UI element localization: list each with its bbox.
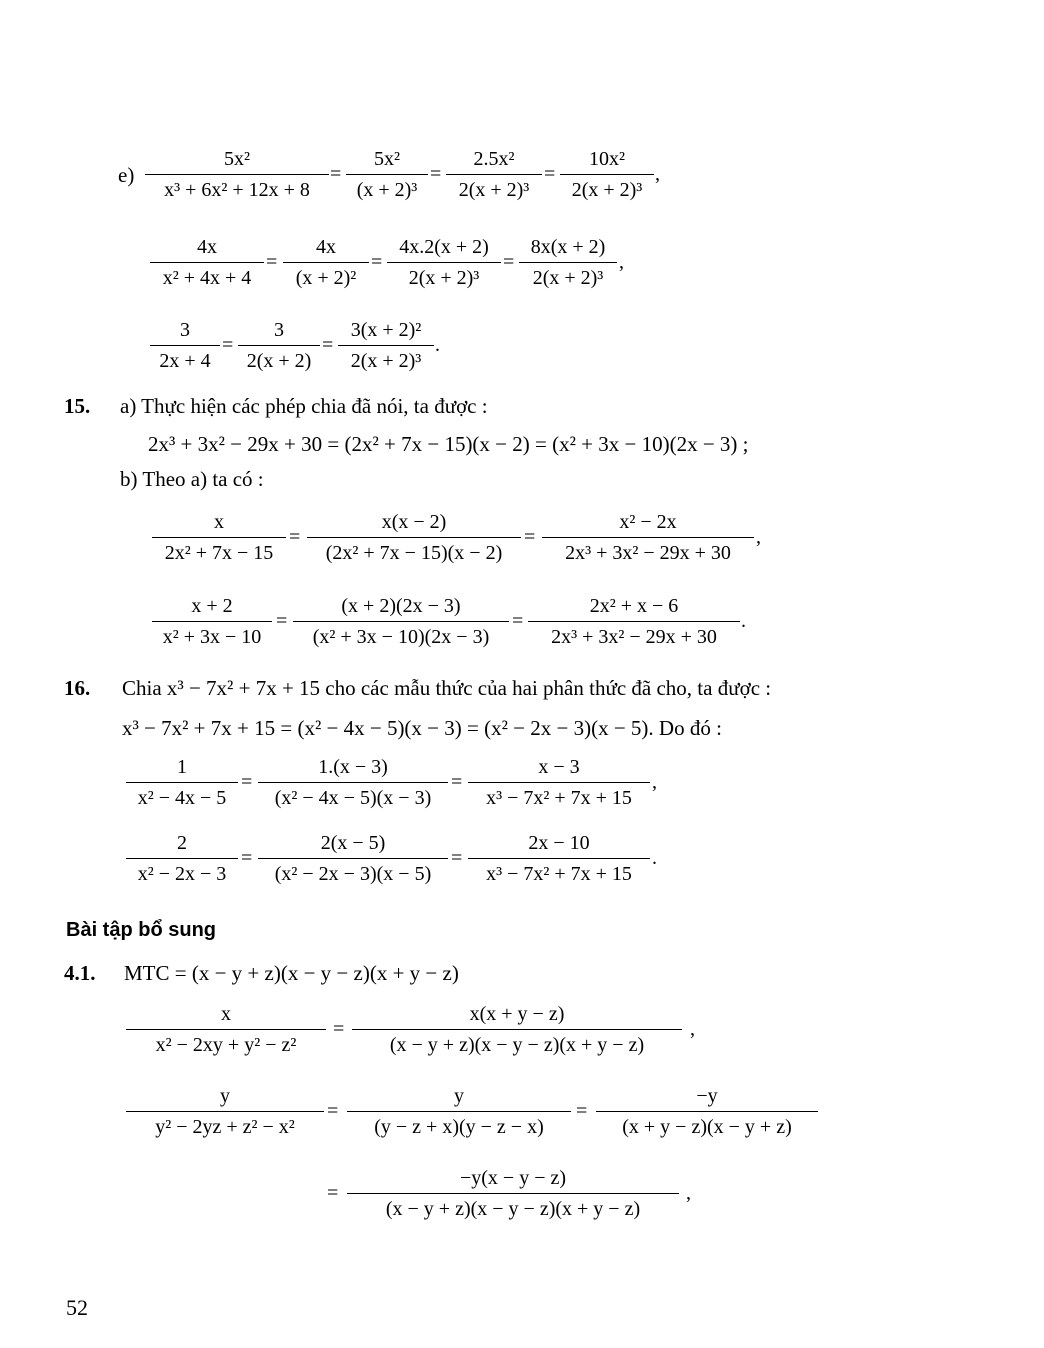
equals-sign: = [430, 163, 442, 185]
fraction-e-1-1: 5x² x³ + 6x² + 12x + 8 [145, 147, 329, 202]
fraction-41-3-1: −y(x − y − z) (x − y + z)(x − y − z)(x + y − z) [347, 1166, 679, 1221]
fraction-15-1-3: x² − 2x 2x³ + 3x² − 29x + 30 [542, 510, 754, 565]
fraction-41-2-1: y y² − 2yz + z² − x² [126, 1084, 324, 1139]
fraction-e-2-1: 4x x² + 4x + 4 [150, 235, 264, 290]
fraction-16-1-3: x − 3 x³ − 7x² + 7x + 15 [468, 755, 650, 810]
equals-sign: = [266, 251, 278, 273]
period: . [435, 334, 440, 356]
comma: , [655, 163, 660, 185]
equals-sign: = [512, 610, 524, 632]
part-e-label: e) [118, 163, 135, 187]
equals-sign: = [327, 1100, 339, 1122]
problem-15-number: 15. [64, 394, 91, 418]
problem-15-a-text: a) Thực hiện các phép chia đã nói, ta được : [120, 394, 488, 418]
fraction-15-1-2: x(x − 2) (2x² + 7x − 15)(x − 2) [307, 510, 521, 565]
fraction-16-2-3: 2x − 10 x³ − 7x² + 7x + 15 [468, 831, 650, 886]
comma: , [686, 1182, 691, 1204]
problem-16-text: Chia x³ − 7x² + 7x + 15 cho các mẫu thức của hai phân thức đã cho, ta được : [122, 676, 772, 700]
fraction-16-1-1: 1 x² − 4x − 5 [126, 755, 238, 810]
equals-sign: = [544, 163, 556, 185]
fraction-e-1-2: 5x² (x + 2)³ [346, 147, 428, 202]
exercise-4-1-number: 4.1. [64, 961, 96, 985]
comma: , [756, 526, 761, 548]
fraction-e-1-4: 10x² 2(x + 2)³ [560, 147, 654, 202]
equals-sign: = [327, 1182, 339, 1204]
equals-sign: = [333, 1018, 345, 1040]
comma: , [619, 251, 624, 273]
fraction-e-1-3: 2.5x² 2(x + 2)³ [446, 147, 542, 202]
fraction-16-1-2: 1.(x − 3) (x² − 4x − 5)(x − 3) [258, 755, 448, 810]
fraction-e-2-3: 4x.2(x + 2) 2(x + 2)³ [387, 235, 501, 290]
equals-sign: = [330, 163, 342, 185]
equals-sign: = [289, 526, 301, 548]
problem-16-equation: x³ − 7x² + 7x + 15 = (x² − 4x − 5)(x − 3) = (x² − 2x − 3)(x − 5). Do đó : [122, 716, 722, 740]
equals-sign: = [322, 334, 334, 356]
fraction-15-1-1: x 2x² + 7x − 15 [152, 510, 286, 565]
supplement-heading: Bài tập bổ sung [66, 919, 216, 941]
fraction-15-2-2: (x + 2)(2x − 3) (x² + 3x − 10)(2x − 3) [293, 594, 509, 649]
equals-sign: = [576, 1100, 588, 1122]
equals-sign: = [451, 771, 463, 793]
problem-15-a-equation: 2x³ + 3x² − 29x + 30 = (2x² + 7x − 15)(x − 2) = (x² + 3x − 10)(2x − 3) ; [148, 432, 749, 456]
comma: , [690, 1018, 695, 1040]
page-number: 52 [66, 1295, 88, 1320]
equals-sign: = [451, 847, 463, 869]
fraction-e-2-2: 4x (x + 2)² [283, 235, 369, 290]
equals-sign: = [241, 847, 253, 869]
fraction-41-1-1: x x² − 2xy + y² − z² [126, 1002, 326, 1057]
equals-sign: = [503, 251, 515, 273]
period: . [741, 610, 746, 632]
fraction-41-2-3: −y (x + y − z)(x − y + z) [596, 1084, 818, 1139]
fraction-16-2-2: 2(x − 5) (x² − 2x − 3)(x − 5) [258, 831, 448, 886]
fraction-41-2-2: y (y − z + x)(y − z − x) [347, 1084, 571, 1139]
problem-16-number: 16. [64, 676, 91, 700]
fraction-15-2-1: x + 2 x² + 3x − 10 [152, 594, 272, 649]
fraction-e-3-3: 3(x + 2)² 2(x + 2)³ [338, 318, 434, 373]
equals-sign: = [222, 334, 234, 356]
fraction-e-3-2: 3 2(x + 2) [238, 318, 320, 373]
fraction-e-3-1: 3 2x + 4 [150, 318, 220, 373]
exercise-4-1-mtc: MTC = (x − y + z)(x − y − z)(x + y − z) [124, 961, 459, 985]
equals-sign: = [524, 526, 536, 548]
equals-sign: = [241, 771, 253, 793]
fraction-e-2-4: 8x(x + 2) 2(x + 2)³ [519, 235, 617, 290]
comma: , [652, 771, 657, 793]
fraction-41-1-2: x(x + y − z) (x − y + z)(x − y − z)(x + y − z) [352, 1002, 682, 1057]
fraction-15-2-3: 2x² + x − 6 2x³ + 3x² − 29x + 30 [528, 594, 740, 649]
equals-sign: = [276, 610, 288, 632]
period: . [652, 847, 657, 869]
problem-15-b-text: b) Theo a) ta có : [120, 467, 264, 491]
equals-sign: = [371, 251, 383, 273]
fraction-16-2-1: 2 x² − 2x − 3 [126, 831, 238, 886]
